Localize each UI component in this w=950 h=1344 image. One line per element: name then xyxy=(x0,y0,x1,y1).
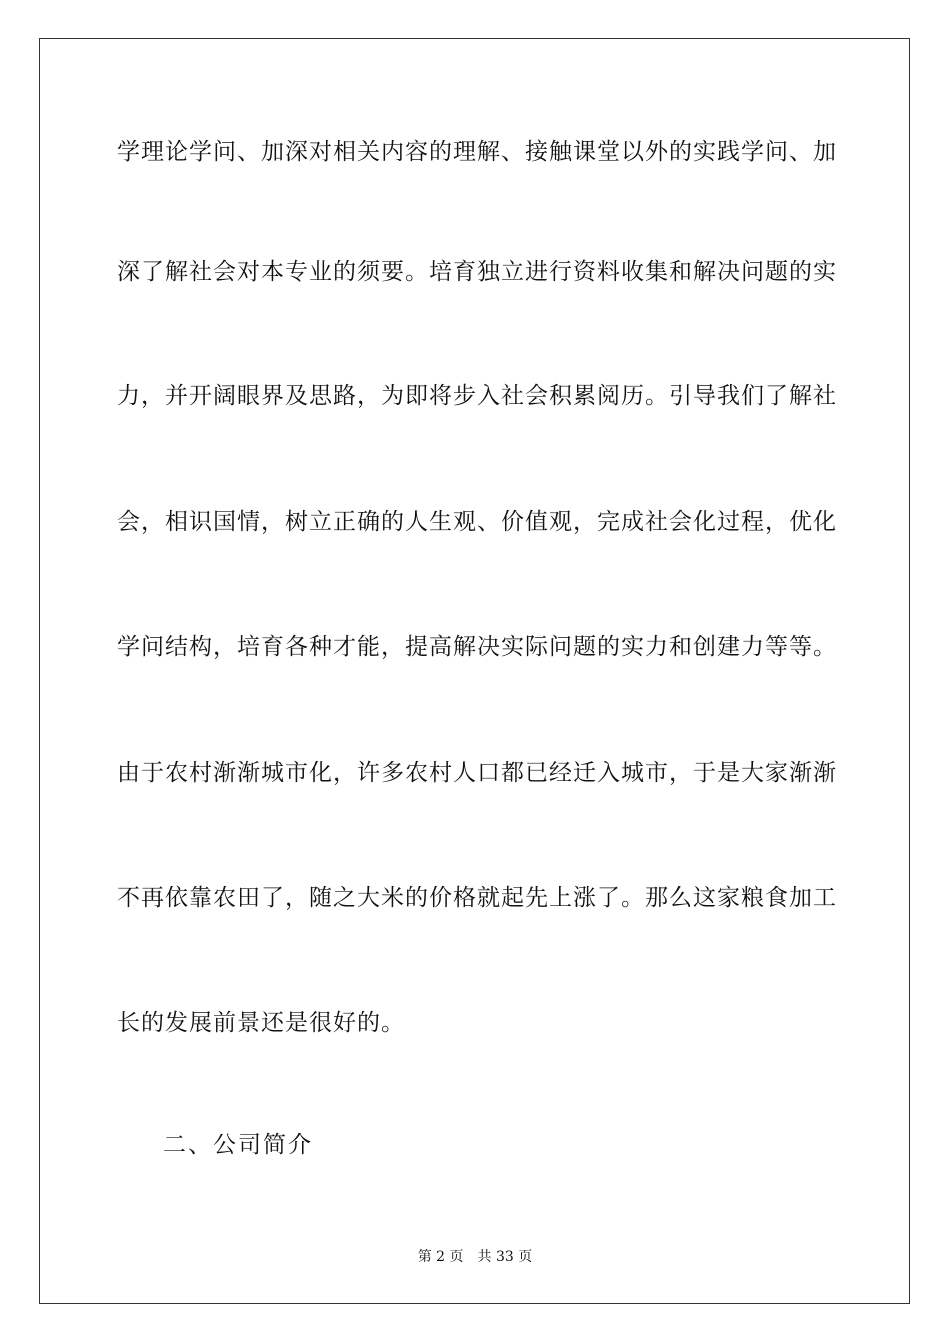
page-number: 第 2 页 xyxy=(417,1249,464,1265)
body-line-8: 长的发展前景还是很好的。 xyxy=(117,1010,405,1036)
body-line-4: 会，相识国情，树立正确的人生观、价值观，完成社会化过程，优化 xyxy=(117,509,837,535)
body-line-3: 力，并开阔眼界及思路，为即将步入社会积累阅历。引导我们了解社 xyxy=(117,383,837,409)
page-border xyxy=(39,38,910,1304)
body-line-6: 由于农村渐渐城市化，许多农村人口都已经迁入城市，于是大家渐渐 xyxy=(117,760,837,786)
page-total: 共 33 页 xyxy=(477,1249,533,1265)
body-line-7: 不再依靠农田了，随之大米的价格就起先上涨了。那么这家粮食加工 xyxy=(117,885,837,911)
page-footer xyxy=(0,1248,950,1266)
section-heading: 二、公司简介 xyxy=(163,1132,313,1158)
body-line-2: 深了解社会对本专业的须要。培育独立进行资料收集和解决问题的实 xyxy=(117,259,837,285)
body-line-1: 学理论学问、加深对相关内容的理解、接触课堂以外的实践学问、加 xyxy=(117,139,837,165)
body-line-5: 学问结构，培育各种才能，提高解决实际问题的实力和创建力等等。 xyxy=(117,634,837,660)
